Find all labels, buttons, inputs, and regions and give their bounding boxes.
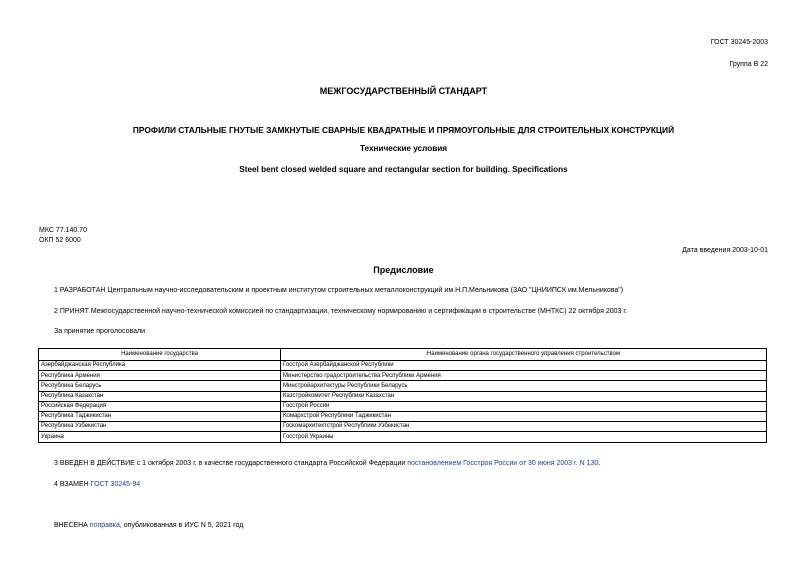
table-cell-state: Республика Беларусь	[39, 381, 281, 391]
preface-item-3	[54, 459, 600, 468]
member-states-table	[38, 348, 767, 443]
table-header-agency: Наименование органа государственного управления строительством	[281, 349, 767, 361]
amendment-note-text: ВНЕСЕНА	[54, 522, 90, 529]
table-header-state: Наименование государства	[39, 349, 281, 361]
table-row	[39, 381, 767, 391]
table-cell-state: Украина	[39, 432, 281, 442]
table-cell-agency: Министерство градостроительства Республики Армения	[281, 371, 767, 381]
table-cell-agency: Госстрой Украины	[281, 432, 767, 442]
table-cell-state: Республика Армения	[39, 371, 281, 381]
interstate-heading: МЕЖГОСУДАРСТВЕННЫЙ СТАНДАРТ	[319, 86, 488, 96]
table-row	[39, 401, 767, 411]
table-cell-agency: Казстройкомитет Республики Казахстан	[281, 391, 767, 401]
table-cell-state: Российская Федерация	[39, 401, 281, 411]
mks-code: МКС 77.140.70	[39, 227, 87, 234]
table-cell-agency: Минстройархитектуры Республики Беларусь	[281, 381, 767, 391]
table-row	[39, 371, 767, 381]
okp-code: ОКП 52 6000	[39, 237, 81, 244]
doc-code: ГОСТ 30245-2003	[710, 39, 768, 46]
table-cell-state: Республика Казахстан	[39, 391, 281, 401]
table-row	[39, 411, 767, 421]
main-title: ПРОФИЛИ СТАЛЬНЫЕ ГНУТЫЕ ЗАМКНУТЫЕ СВАРНЫЕ КВАДРАТНЫЕ И ПРЯМОУГОЛЬНЫЕ ДЛЯ СТРОИТЕЛЬНЫХ КОНСТРУКЦИЙ	[132, 125, 675, 135]
table-cell-agency: Комархстрой Республики Таджикистан	[281, 411, 767, 421]
preface-item-4-text: 4 ВЗАМЕН	[54, 481, 91, 488]
table-row	[39, 361, 767, 371]
preface-item-4	[54, 480, 140, 489]
preface-item-3-text: 3 ВВЕДЕН В ДЕЙСТВИЕ с 1 октября 2003 г. в качестве государственного стандарта Российской Федерации	[54, 460, 408, 467]
table-cell-state: Республика Узбекистан	[39, 422, 281, 432]
table-cell-agency: Госстрой России	[281, 401, 767, 411]
preface-item-1: 1 РАЗРАБОТАН Центральным научно-исследовательским и проектным институтом строительных металлоконструкций им.Н.П.Мельникова (ЗАО "ЦНИИПСК им.Мельникова")	[54, 287, 624, 294]
replaced-standard-link[interactable]: ГОСТ 30245-94	[90, 481, 141, 488]
amendment-note-end: , опубликованная в ИУС N 5, 2021 год	[119, 522, 244, 529]
amendment-link[interactable]: поправка	[89, 522, 120, 529]
table-row	[39, 432, 767, 442]
table-row	[39, 422, 767, 432]
doc-group: Группа В 22	[729, 61, 768, 68]
table-header-row	[39, 349, 767, 361]
preface-item-3-end: .	[598, 460, 601, 467]
table-cell-state: Республика Таджикистан	[39, 411, 281, 421]
english-title: Steel bent closed welded square and rectangular section for building. Specifications	[239, 165, 568, 174]
table-cell-agency: Госкомархитектстрой Республики Узбекистан	[281, 422, 767, 432]
intro-date: Дата введения 2003-10-01	[682, 247, 768, 254]
amendment-note	[54, 521, 243, 530]
preface-item-2: 2 ПРИНЯТ Межгосударственной научно-технической комиссией по стандартизации, техническому нормированию и сертификации в строительстве (МНТКС) 22 октября 2003 г.	[54, 308, 627, 315]
table-cell-agency: Госстрой Азербайджанской Республики	[281, 361, 767, 371]
subtitle: Технические условия	[359, 144, 448, 153]
voted-label: За принятие проголосовали	[54, 328, 146, 335]
table-row	[39, 391, 767, 401]
table-cell-state: Азербайджанская Республика	[39, 361, 281, 371]
preface-heading: Предисловие	[373, 265, 434, 275]
gosstroy-decree-link[interactable]: постановлением Госстроя России от 30 июня 2003 г. N 130	[407, 460, 599, 467]
